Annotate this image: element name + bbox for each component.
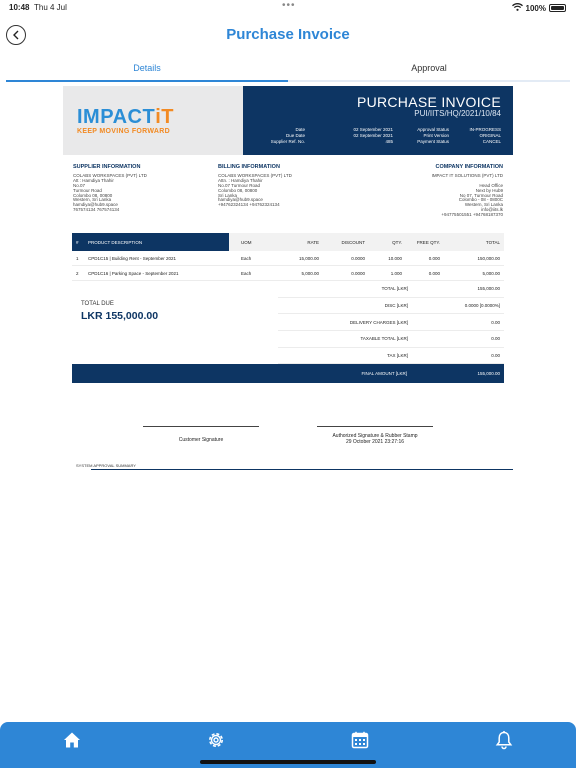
invoice-summary [72,281,504,364]
invoice-number: PUI/IITS/HQ/2021/10/84 [414,109,501,118]
battery-percent: 100% [525,3,546,13]
status-date: Thu 4 Jul [34,3,67,12]
party-information [63,155,513,233]
bell-icon[interactable] [494,730,514,750]
page-title: Purchase Invoice [226,26,350,43]
totals-row: TOTAL [LKR] 155,000.00 [278,281,504,298]
wifi-icon [512,3,523,13]
company-information: COMPANY INFORMATION IMPACT IT SOLUTIONS (PVT) LTD Head Office Next by Hub9 No 07, Turmour Road Colombo - 08 - 0800C Western, Sri Lanka info@iits.lk +94775501551 +94768187370 [431,164,503,218]
final-amount-bar: FINAL AMOUNT [LKR] 155,000.00 [72,364,504,383]
tab-details[interactable]: Details [6,60,288,82]
battery-icon [549,4,566,12]
gear-icon[interactable] [206,730,226,750]
invoice-title: PURCHASE INVOICE [356,94,501,110]
tab-bar [6,60,570,82]
meta-labels-left: Date Due Date Supplier Ref. No. [270,127,305,144]
table-header: # PRODUCT DESCRIPTION UOM RATE DISCOUNT QTY. FREE QTY. TOTAL [72,233,504,251]
system-approval-summary: SYSTEM APPROVAL SUMMARY [76,463,136,469]
total-due-box: TOTAL DUE LKR 155,000.00 [72,281,278,364]
invoice-document [63,86,513,470]
totals-row: TAX [LKR] 0.00 [278,348,504,365]
meta-values-right: IN-PROGRESS ORIGINAL CANCEL [469,127,501,144]
status-bar [0,0,576,16]
total-due-amount: LKR 155,000.00 [81,310,159,322]
invoice-header [63,86,513,155]
company-logo: IMPACTiT KEEP MOVING FORWARD [63,86,243,155]
supplier-information: SUPPLIER INFORMATION COLABS WORKSPACES (PVT) LTD Att : Hamdiya Thahir No.07 Turmour Road Colombo 08, 00800 Western, Sri Lanka hamdiya@hub9.space 767574134 767574134 [73,164,147,213]
tab-approval[interactable]: Approval [288,60,570,82]
home-indicator[interactable] [200,760,376,764]
meta-labels-right: Approval Status Print Version Payment Status [417,127,449,144]
authorized-signature: Authorized Signature & Rubber Stamp 29 October 2021 23:27:16 [317,426,433,445]
home-icon[interactable] [62,730,82,750]
totals-row: DELIVERY CHARGES [LKR] 0.00 [278,314,504,331]
signature-area [63,383,513,463]
multitask-dots-icon[interactable]: ••• [282,0,296,11]
table-row: 1 CPD1C15 | Building Rent - September 2021 Each 15,000.00 0.0000 10.000 0.000 150,000.00 [72,251,504,266]
calendar-icon[interactable] [350,730,370,750]
billing-information: BILLING INFORMATION COLABS WORKSPACES (PVT) LTD Attn. : Hamdiya Thahir No.07 Turmour Road Colombo 08, 00800 Sri Lanka hamdiya@hub9.space +94762324134 +94762324134 [218,164,292,208]
totals-row: TAXABLE TOTAL [LKR] 0.00 [278,331,504,348]
customer-signature: Customer Signature [143,426,259,443]
logo-tagline: KEEP MOVING FORWARD [77,127,170,135]
totals-list [278,281,504,364]
table-row: 2 CPD1C16 | Parking Space - September 2021 Each 5,000.00 0.0000 1.000 0.000 5,000.00 [72,266,504,281]
totals-row: DISC [LKR] 0.0000 [0.0000%] [278,298,504,315]
divider [91,469,513,470]
meta-values-left: 02 September 2021 02 September 2021 485 [353,127,393,144]
line-items-table [72,233,504,281]
status-time: 10:48 [9,3,30,12]
